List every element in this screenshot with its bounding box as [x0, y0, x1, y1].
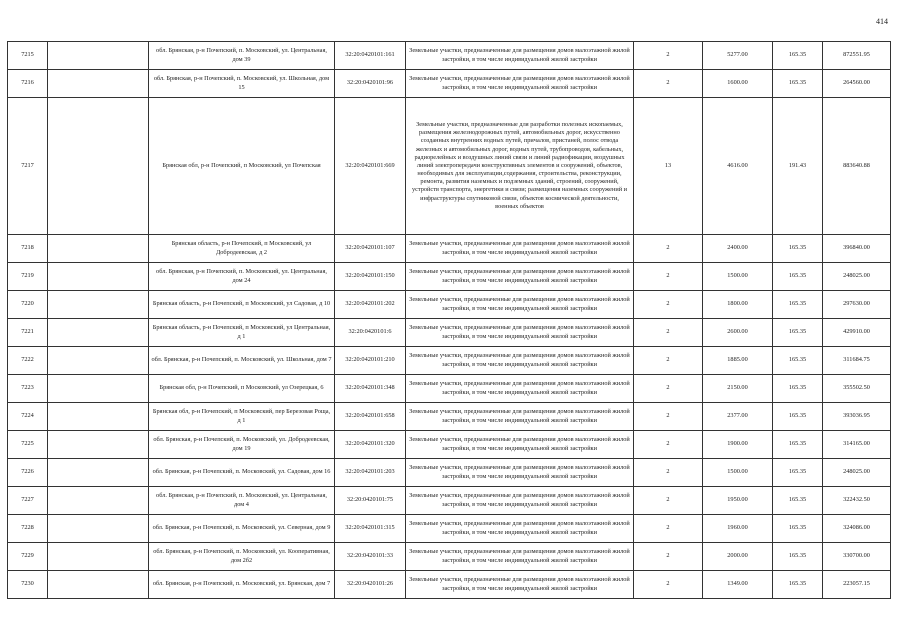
- row-number-cell: 7225: [8, 431, 48, 459]
- cadastral-number-cell: 32:20:0420101:107: [335, 235, 406, 263]
- cadastral-value-cell: 223057.15: [823, 571, 891, 599]
- row-number-cell: 7224: [8, 403, 48, 431]
- row-number-cell: 7228: [8, 515, 48, 543]
- blank-cell: [48, 487, 149, 515]
- area-cell: 2400.00: [703, 235, 773, 263]
- table-row: [8, 459, 891, 487]
- area-cell: 1900.00: [703, 431, 773, 459]
- table-row: [8, 98, 891, 235]
- cadastral-value-cell: 248025.00: [823, 263, 891, 291]
- cadastral-value-cell: 311684.75: [823, 347, 891, 375]
- specific-value-cell: 165.35: [773, 263, 823, 291]
- group-code-cell: 2: [634, 487, 703, 515]
- group-code-cell: 2: [634, 431, 703, 459]
- area-cell: 1349.00: [703, 571, 773, 599]
- row-number-cell: 7227: [8, 487, 48, 515]
- specific-value-cell: 165.35: [773, 431, 823, 459]
- group-code-cell: 2: [634, 263, 703, 291]
- table-row: [8, 487, 891, 515]
- row-number-cell: 7219: [8, 263, 48, 291]
- table-row: [8, 431, 891, 459]
- specific-value-cell: 165.35: [773, 515, 823, 543]
- table-row: [8, 543, 891, 571]
- address-cell: обл. Брянская, р-н Почепский, п. Московский, ул. Школьная, дом 15: [149, 70, 335, 98]
- area-cell: 1950.00: [703, 487, 773, 515]
- land-use-cell: Земельные участки, предназначенные для размещения домов малоэтажной жилой застройки, в том числе индивидуальной жилой застройки: [406, 543, 634, 571]
- land-use-cell: Земельные участки, предназначенные для размещения домов малоэтажной жилой застройки, в том числе индивидуальной жилой застройки: [406, 487, 634, 515]
- address-cell: обл. Брянская, р-н Почепский, п. Московский, ул. Брянская, дом 7: [149, 571, 335, 599]
- row-number-cell: 7221: [8, 319, 48, 347]
- group-code-cell: 2: [634, 459, 703, 487]
- group-code-cell: 2: [634, 70, 703, 98]
- specific-value-cell: 165.35: [773, 543, 823, 571]
- group-code-cell: 2: [634, 42, 703, 70]
- specific-value-cell: 165.35: [773, 291, 823, 319]
- cadastral-value-cell: 355502.50: [823, 375, 891, 403]
- blank-cell: [48, 403, 149, 431]
- table-row: [8, 403, 891, 431]
- group-code-cell: 2: [634, 543, 703, 571]
- cadastral-value-cell: 872551.95: [823, 42, 891, 70]
- cadastral-number-cell: 32:20:0420101:161: [335, 42, 406, 70]
- area-cell: 1800.00: [703, 291, 773, 319]
- row-number-cell: 7229: [8, 543, 48, 571]
- address-cell: Брянская обл, р-н Почепский, п Московский, пер Березовая Роща, д 1: [149, 403, 335, 431]
- land-use-cell: Земельные участки, предназначенные для размещения домов малоэтажной жилой застройки, в том числе индивидуальной жилой застройки: [406, 403, 634, 431]
- blank-cell: [48, 70, 149, 98]
- specific-value-cell: 165.35: [773, 459, 823, 487]
- group-code-cell: 2: [634, 571, 703, 599]
- blank-cell: [48, 515, 149, 543]
- address-cell: Брянская область, р-н Почепский, п Московский, ул Садовая, д 10: [149, 291, 335, 319]
- blank-cell: [48, 543, 149, 571]
- blank-cell: [48, 375, 149, 403]
- table-row: [8, 235, 891, 263]
- blank-cell: [48, 347, 149, 375]
- land-use-cell: Земельные участки, предназначенные для размещения домов малоэтажной жилой застройки, в том числе индивидуальной жилой застройки: [406, 459, 634, 487]
- table-row: [8, 263, 891, 291]
- address-cell: обл. Брянская, р-н Почепский, п. Московский, ул. Центральная, дом 24: [149, 263, 335, 291]
- specific-value-cell: 165.35: [773, 70, 823, 98]
- cadastral-value-cell: 393036.95: [823, 403, 891, 431]
- specific-value-cell: 165.35: [773, 571, 823, 599]
- cadastral-value-cell: 264560.00: [823, 70, 891, 98]
- land-use-cell: Земельные участки, предназначенные для размещения домов малоэтажной жилой застройки, в том числе индивидуальной жилой застройки: [406, 42, 634, 70]
- area-cell: 1960.00: [703, 515, 773, 543]
- address-cell: Брянская обл, р-н Почепский, п Московский, ул Озерецкая, 6: [149, 375, 335, 403]
- cadastral-value-cell: 248025.00: [823, 459, 891, 487]
- blank-cell: [48, 571, 149, 599]
- cadastral-value-cell: 883640.88: [823, 98, 891, 235]
- row-number-cell: 7220: [8, 291, 48, 319]
- specific-value-cell: 165.35: [773, 42, 823, 70]
- address-cell: обл. Брянская, р-н Почепский, п. Московский, ул. Садовая, дом 16: [149, 459, 335, 487]
- table-row: [8, 515, 891, 543]
- land-use-cell: Земельные участки, предназначенные для размещения домов малоэтажной жилой застройки, в том числе индивидуальной жилой застройки: [406, 571, 634, 599]
- specific-value-cell: 165.35: [773, 319, 823, 347]
- area-cell: 1885.00: [703, 347, 773, 375]
- cadastral-number-cell: 32:20:0420101:348: [335, 375, 406, 403]
- cadastral-number-cell: 32:20:0420101:26: [335, 571, 406, 599]
- cadastral-number-cell: 32:20:0420101:75: [335, 487, 406, 515]
- row-number-cell: 7217: [8, 98, 48, 235]
- row-number-cell: 7218: [8, 235, 48, 263]
- address-cell: обл. Брянская, р-н Почепский, п. Московский, ул. Школьная, дом 7: [149, 347, 335, 375]
- specific-value-cell: 165.35: [773, 487, 823, 515]
- cadastral-value-cell: 324086.00: [823, 515, 891, 543]
- cadastral-number-cell: 32:20:0420101:320: [335, 431, 406, 459]
- land-use-cell: Земельные участки, предназначенные для размещения домов малоэтажной жилой застройки, в том числе индивидуальной жилой застройки: [406, 347, 634, 375]
- specific-value-cell: 191.43: [773, 98, 823, 235]
- group-code-cell: 2: [634, 403, 703, 431]
- address-cell: обл. Брянская, р-н Почепский, п. Московский, ул. Центральная, дом 4: [149, 487, 335, 515]
- land-use-cell: Земельные участки, предназначенные для разработки полезных ископаемых, размещения железнодорожных путей, автомобильных дорог, искусственно созданных внутренних водных путей, причалов, пристаней, полос отвода железных и автомобильных дорог, водных путей, трубопроводов, кабельных, радиорелейных и воздушных линий связи и линий радиофикации, воздушных линий электропередачи конструктивных элементов и сооружений, объектов, необходимых для эксплуатации,содержания, строительства, реконструкции, ремонта, развития наземных и подземных зданий, строений, сооружений, устройств транспорта, энергетики и связи; размещения наземных сооружений и инфраструктуры спутниковой связи, объектов космической деятельности, военных объектов: [406, 98, 634, 235]
- cadastral-value-cell: 396840.00: [823, 235, 891, 263]
- cadastral-value-cell: 314165.00: [823, 431, 891, 459]
- group-code-cell: 2: [634, 291, 703, 319]
- address-cell: Брянская область, р-н Почепский, п Московский, ул Центральная, д 1: [149, 319, 335, 347]
- group-code-cell: 2: [634, 235, 703, 263]
- area-cell: 1500.00: [703, 459, 773, 487]
- cadastral-register-table: [7, 41, 891, 599]
- cadastral-value-cell: 330700.00: [823, 543, 891, 571]
- blank-cell: [48, 42, 149, 70]
- group-code-cell: 2: [634, 375, 703, 403]
- row-number-cell: 7223: [8, 375, 48, 403]
- cadastral-number-cell: 32:20:0420101:315: [335, 515, 406, 543]
- row-number-cell: 7230: [8, 571, 48, 599]
- specific-value-cell: 165.35: [773, 235, 823, 263]
- row-number-cell: 7216: [8, 70, 48, 98]
- cadastral-value-cell: 322432.50: [823, 487, 891, 515]
- cadastral-number-cell: 32:20:0420101:658: [335, 403, 406, 431]
- address-cell: обл. Брянская, р-н Почепский, п. Московский, ул. Центральная, дом 39: [149, 42, 335, 70]
- cadastral-number-cell: 32:20:0420101:210: [335, 347, 406, 375]
- blank-cell: [48, 431, 149, 459]
- address-cell: обл. Брянская, р-н Почепский, п. Московский, ул. Добродеевская, дом 19: [149, 431, 335, 459]
- area-cell: 2600.00: [703, 319, 773, 347]
- blank-cell: [48, 459, 149, 487]
- cadastral-number-cell: 32:20:0420101:150: [335, 263, 406, 291]
- address-cell: обл. Брянская, р-н Почепский, п. Московский, ул. Кооперативная, дом 2б2: [149, 543, 335, 571]
- land-use-cell: Земельные участки, предназначенные для размещения домов малоэтажной жилой застройки, в том числе индивидуальной жилой застройки: [406, 515, 634, 543]
- group-code-cell: 2: [634, 515, 703, 543]
- cadastral-number-cell: 32:20:0420101:202: [335, 291, 406, 319]
- area-cell: 1600.00: [703, 70, 773, 98]
- table-row: [8, 347, 891, 375]
- blank-cell: [48, 319, 149, 347]
- table-row: [8, 70, 891, 98]
- cadastral-number-cell: 32:20:0420101:669: [335, 98, 406, 235]
- area-cell: 4616.00: [703, 98, 773, 235]
- land-use-cell: Земельные участки, предназначенные для размещения домов малоэтажной жилой застройки, в том числе индивидуальной жилой застройки: [406, 431, 634, 459]
- table-row: [8, 42, 891, 70]
- specific-value-cell: 165.35: [773, 375, 823, 403]
- table-row: [8, 571, 891, 599]
- address-cell: Брянская область, р-н Почепский, п Московский, ул Добродеевская, д 2: [149, 235, 335, 263]
- table-row: [8, 291, 891, 319]
- blank-cell: [48, 291, 149, 319]
- specific-value-cell: 165.35: [773, 403, 823, 431]
- blank-cell: [48, 98, 149, 235]
- cadastral-number-cell: 32:20:0420101:6: [335, 319, 406, 347]
- land-use-cell: Земельные участки, предназначенные для размещения домов малоэтажной жилой застройки, в том числе индивидуальной жилой застройки: [406, 319, 634, 347]
- area-cell: 1500.00: [703, 263, 773, 291]
- blank-cell: [48, 235, 149, 263]
- row-number-cell: 7215: [8, 42, 48, 70]
- land-use-cell: Земельные участки, предназначенные для размещения домов малоэтажной жилой застройки, в том числе индивидуальной жилой застройки: [406, 375, 634, 403]
- page-number: 414: [876, 17, 888, 26]
- row-number-cell: 7222: [8, 347, 48, 375]
- blank-cell: [48, 263, 149, 291]
- row-number-cell: 7226: [8, 459, 48, 487]
- cadastral-number-cell: 32:20:0420101:203: [335, 459, 406, 487]
- address-cell: Брянская обл, р-н Почепский, п Московский, ул Почепская: [149, 98, 335, 235]
- group-code-cell: 13: [634, 98, 703, 235]
- group-code-cell: 2: [634, 347, 703, 375]
- address-cell: обл. Брянская, р-н Почепский, п. Московский, ул. Северная, дом 9: [149, 515, 335, 543]
- cadastral-value-cell: 297630.00: [823, 291, 891, 319]
- cadastral-value-cell: 429910.00: [823, 319, 891, 347]
- land-use-cell: Земельные участки, предназначенные для размещения домов малоэтажной жилой застройки, в том числе индивидуальной жилой застройки: [406, 263, 634, 291]
- table-row: [8, 375, 891, 403]
- area-cell: 5277.00: [703, 42, 773, 70]
- land-use-cell: Земельные участки, предназначенные для размещения домов малоэтажной жилой застройки, в том числе индивидуальной жилой застройки: [406, 235, 634, 263]
- land-use-cell: Земельные участки, предназначенные для размещения домов малоэтажной жилой застройки, в том числе индивидуальной жилой застройки: [406, 291, 634, 319]
- group-code-cell: 2: [634, 319, 703, 347]
- cadastral-number-cell: 32:20:0420101:96: [335, 70, 406, 98]
- area-cell: 2150.00: [703, 375, 773, 403]
- cadastral-number-cell: 32:20:0420101:33: [335, 543, 406, 571]
- table-row: [8, 319, 891, 347]
- area-cell: 2377.00: [703, 403, 773, 431]
- land-use-cell: Земельные участки, предназначенные для размещения домов малоэтажной жилой застройки, в том числе индивидуальной жилой застройки: [406, 70, 634, 98]
- area-cell: 2000.00: [703, 543, 773, 571]
- specific-value-cell: 165.35: [773, 347, 823, 375]
